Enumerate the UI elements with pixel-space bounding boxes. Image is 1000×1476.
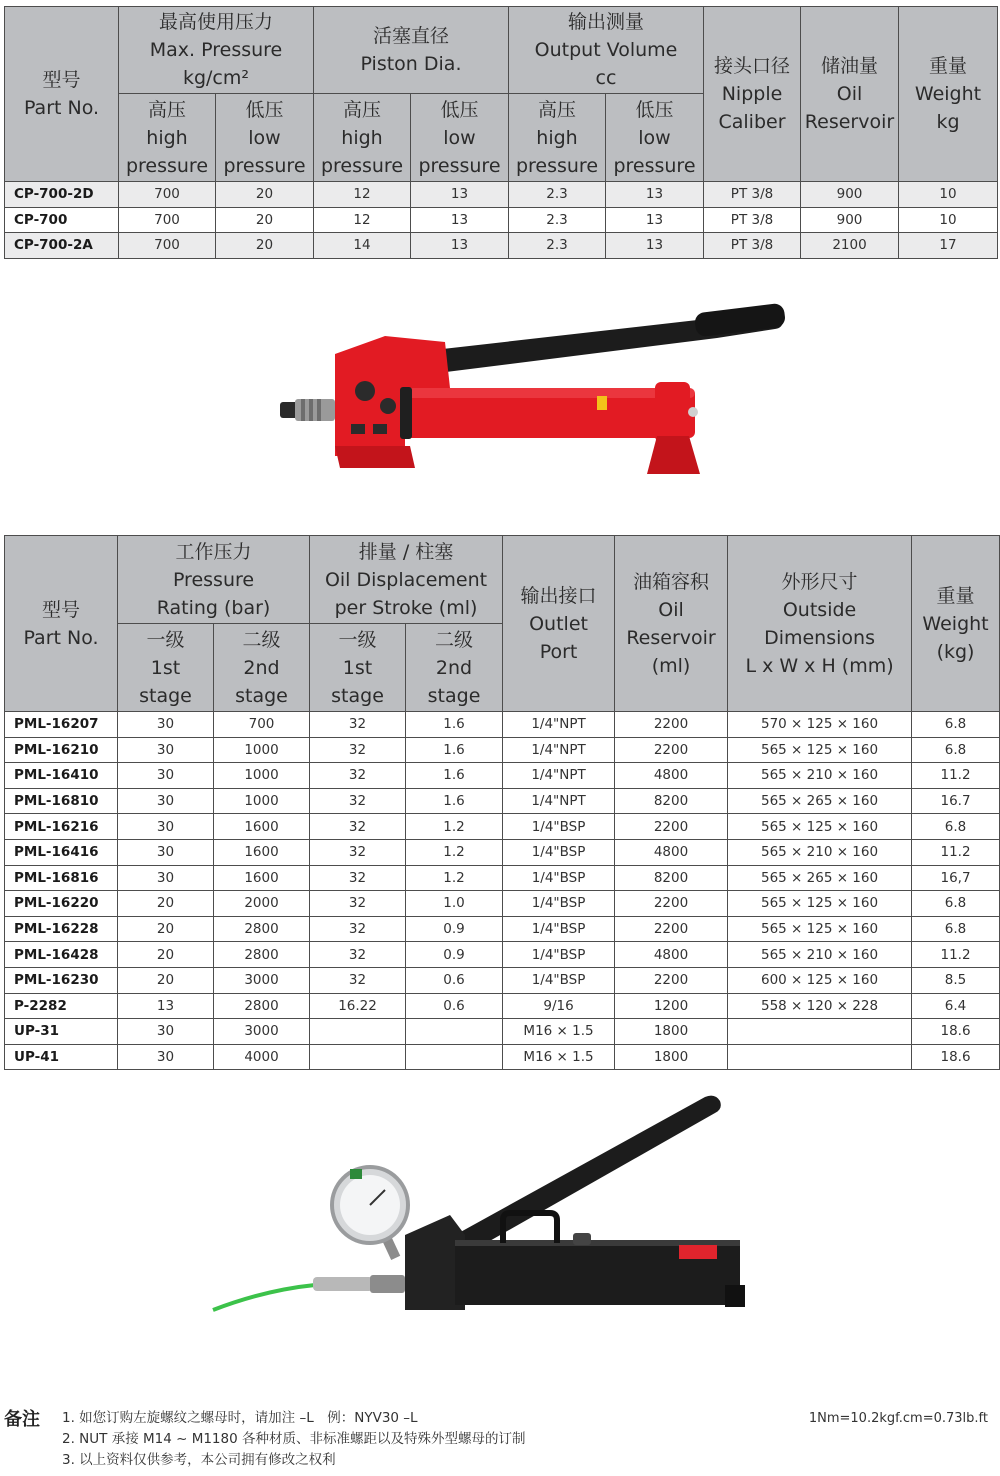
notes-list — [62, 1408, 526, 1471]
table-cell: 565 × 210 × 160 — [728, 763, 912, 789]
table-cell: 2100 — [801, 233, 899, 259]
table-cell: 2000 — [214, 891, 310, 917]
table-cell: 2.3 — [509, 182, 606, 208]
table-cell: 700 — [119, 182, 216, 208]
table-cell: 1/4"BSP — [503, 942, 615, 968]
table-row — [5, 737, 1000, 763]
table-cell: 13 — [411, 207, 509, 233]
header-oil-reservoir: 油箱容积 Oil Reservoir (ml) — [615, 536, 728, 712]
table-cell: 32 — [310, 737, 406, 763]
table-cell: 20 — [216, 182, 314, 208]
table-cell: 1/4"BSP — [503, 967, 615, 993]
table-cell: 13 — [606, 182, 704, 208]
red-hydraulic-hand-pump-icon — [275, 296, 795, 481]
table-row — [5, 207, 998, 233]
header-part-no: 型号 Part No. — [5, 7, 119, 182]
table-row — [5, 839, 1000, 865]
header-output-volume: 输出测量 Output Volume cc — [509, 7, 704, 94]
table-row — [5, 788, 1000, 814]
table-cell: 17 — [899, 233, 998, 259]
table-cell: 1/4"NPT — [503, 763, 615, 789]
table-cell: 1/4"BSP — [503, 891, 615, 917]
table-cell: 565 × 210 × 160 — [728, 942, 912, 968]
table-cell: 2.3 — [509, 207, 606, 233]
table-cell: 30 — [118, 712, 214, 738]
part-number-cell: CP-700 — [5, 207, 119, 233]
header-1st-stage: 一级 1st stage — [118, 624, 214, 712]
table-cell: 1000 — [214, 737, 310, 763]
header-1st-stage: 一级 1st stage — [310, 624, 406, 712]
table-row — [5, 865, 1000, 891]
table-cell: 30 — [118, 1019, 214, 1045]
table-cell: 20 — [118, 942, 214, 968]
table-cell: 18.6 — [912, 1019, 1000, 1045]
part-number-cell: UP-31 — [5, 1019, 118, 1045]
table-cell: 6.8 — [912, 712, 1000, 738]
table-row — [5, 891, 1000, 917]
part-number-cell: PML-16207 — [5, 712, 118, 738]
table-cell: 30 — [118, 737, 214, 763]
table-cell: 1600 — [214, 814, 310, 840]
table-cell: 1/4"NPT — [503, 737, 615, 763]
table-cell: 1.2 — [406, 865, 503, 891]
header-part-no: 型号 Part No. — [5, 536, 118, 712]
part-number-cell: P-2282 — [5, 993, 118, 1019]
table-cell — [406, 1019, 503, 1045]
table-row — [5, 916, 1000, 942]
part-number-cell: PML-16220 — [5, 891, 118, 917]
part-number-cell: CP-700-2A — [5, 233, 119, 259]
table-cell: 1.2 — [406, 839, 503, 865]
table-cell: 32 — [310, 712, 406, 738]
table-cell: 32 — [310, 942, 406, 968]
header-piston-dia: 活塞直径 Piston Dia. — [314, 7, 509, 94]
black-hydraulic-hand-pump-with-gauge-icon — [205, 1085, 765, 1325]
table-cell: 4800 — [615, 763, 728, 789]
table-cell: 700 — [119, 233, 216, 259]
table-row — [5, 1019, 1000, 1045]
table-cell: 700 — [214, 712, 310, 738]
table-cell: 600 × 125 × 160 — [728, 967, 912, 993]
part-number-cell: PML-16228 — [5, 916, 118, 942]
table-cell: 2200 — [615, 916, 728, 942]
table-cell: 1600 — [214, 865, 310, 891]
header-low-pressure: 低压 low pressure — [411, 94, 509, 182]
table-cell: 1/4"BSP — [503, 814, 615, 840]
table-cell: 20 — [216, 233, 314, 259]
table-cell: 0.6 — [406, 993, 503, 1019]
part-number-cell: PML-16810 — [5, 788, 118, 814]
header-high-pressure: 高压 high pressure — [314, 94, 411, 182]
table-cell: 9/16 — [503, 993, 615, 1019]
table-cell — [310, 1019, 406, 1045]
part-number-cell: PML-16816 — [5, 865, 118, 891]
table-cell: 570 × 125 × 160 — [728, 712, 912, 738]
table-cell: 32 — [310, 839, 406, 865]
header-outside-dimensions: 外形尺寸 Outside Dimensions L x W x H (mm) — [728, 536, 912, 712]
table-cell: 10 — [899, 207, 998, 233]
part-number-cell: PML-16230 — [5, 967, 118, 993]
table-cell: 14 — [314, 233, 411, 259]
table-cell: 2200 — [615, 967, 728, 993]
table-cell: PT 3/8 — [704, 182, 801, 208]
table-cell: 565 × 125 × 160 — [728, 891, 912, 917]
table-cell: 2200 — [615, 891, 728, 917]
table-cell: 11.2 — [912, 942, 1000, 968]
header-high-pressure: 高压 high pressure — [119, 94, 216, 182]
part-number-cell: CP-700-2D — [5, 182, 119, 208]
table-cell: 6.8 — [912, 916, 1000, 942]
table-row — [5, 967, 1000, 993]
table-cell: 16.7 — [912, 788, 1000, 814]
table-cell: 12 — [314, 182, 411, 208]
table-cell: 2200 — [615, 814, 728, 840]
table-cell: PT 3/8 — [704, 207, 801, 233]
table-cell — [406, 1044, 503, 1070]
table-cell: 6.4 — [912, 993, 1000, 1019]
table-cell: 30 — [118, 814, 214, 840]
table-cell: 30 — [118, 865, 214, 891]
table-cell: 1600 — [214, 839, 310, 865]
table-cell: 3000 — [214, 967, 310, 993]
table-cell: 4000 — [214, 1044, 310, 1070]
note-item: 3. 以上资料仅供参考，本公司拥有修改之权利 — [62, 1452, 336, 1468]
table-cell: 1.6 — [406, 712, 503, 738]
table-cell: 1800 — [615, 1044, 728, 1070]
note-item: 1. 如您订购左旋螺纹之螺母时，请加注 –L 例：NYV30 –L — [62, 1410, 418, 1426]
table-cell: 900 — [801, 182, 899, 208]
table-row — [5, 182, 998, 208]
header-weight: 重量 Weight kg — [899, 7, 998, 182]
part-number-cell: PML-16216 — [5, 814, 118, 840]
table-cell: 900 — [801, 207, 899, 233]
table-cell: 565 × 265 × 160 — [728, 788, 912, 814]
part-number-cell: PML-16416 — [5, 839, 118, 865]
table-cell: 1/4"BSP — [503, 865, 615, 891]
table-cell: M16 × 1.5 — [503, 1044, 615, 1070]
table-cell: 8200 — [615, 788, 728, 814]
spec-table-cp — [4, 6, 998, 259]
table-cell: 13 — [606, 207, 704, 233]
notes-heading: 备注 — [4, 1409, 40, 1430]
table-cell: 32 — [310, 865, 406, 891]
table-cell: 2800 — [214, 993, 310, 1019]
table-row — [5, 942, 1000, 968]
note-item: 2. NUT 承接 M14 ~ M1180 各种材质、非标准螺距以及特殊外型螺母的订制 — [62, 1431, 526, 1447]
header-low-pressure: 低压 low pressure — [606, 94, 704, 182]
header-weight: 重量 Weight (kg) — [912, 536, 1000, 712]
table-row — [5, 993, 1000, 1019]
table-cell: 13 — [606, 233, 704, 259]
table-cell: 700 — [119, 207, 216, 233]
table-cell: 13 — [411, 233, 509, 259]
table-row — [5, 763, 1000, 789]
table-cell: 8.5 — [912, 967, 1000, 993]
table-cell: 3000 — [214, 1019, 310, 1045]
table-cell — [310, 1044, 406, 1070]
table-cell: 12 — [314, 207, 411, 233]
table-cell: 32 — [310, 967, 406, 993]
table-cell: 11.2 — [912, 839, 1000, 865]
table-cell: 0.9 — [406, 916, 503, 942]
table-cell: 558 × 120 × 228 — [728, 993, 912, 1019]
part-number-cell: PML-16410 — [5, 763, 118, 789]
table-cell: 565 × 210 × 160 — [728, 839, 912, 865]
part-number-cell: PML-16210 — [5, 737, 118, 763]
table-row — [5, 712, 1000, 738]
table-cell: 4800 — [615, 839, 728, 865]
table-cell: 2200 — [615, 712, 728, 738]
table-cell: 32 — [310, 916, 406, 942]
table-cell: 16,7 — [912, 865, 1000, 891]
table-cell — [728, 1044, 912, 1070]
header-outlet-port: 输出接口 Outlet Port — [503, 536, 615, 712]
table-cell: 16.22 — [310, 993, 406, 1019]
table-cell: PT 3/8 — [704, 233, 801, 259]
table-cell: 32 — [310, 763, 406, 789]
table-row — [5, 814, 1000, 840]
table-cell: 10 — [899, 182, 998, 208]
table-cell: 565 × 125 × 160 — [728, 814, 912, 840]
header-nipple-caliber: 接头口径 Nipple Caliber — [704, 7, 801, 182]
unit-conversion: 1Nm=10.2kgf.cm=0.73lb.ft — [808, 1411, 988, 1426]
spec-table-pml — [4, 535, 1000, 1070]
table-cell: 20 — [216, 207, 314, 233]
table-cell: 1000 — [214, 763, 310, 789]
table-cell: 13 — [118, 993, 214, 1019]
header-low-pressure: 低压 low pressure — [216, 94, 314, 182]
table-cell: 8200 — [615, 865, 728, 891]
table-cell: 1/4"NPT — [503, 788, 615, 814]
notes-section — [0, 1398, 1000, 1476]
table-row — [5, 1044, 1000, 1070]
table-cell: 6.8 — [912, 814, 1000, 840]
table-cell: 2200 — [615, 737, 728, 763]
header-max-pressure: 最高使用压力 Max. Pressure kg/cm² — [119, 7, 314, 94]
table-cell: 4800 — [615, 942, 728, 968]
header-2nd-stage: 二级 2nd stage — [406, 624, 503, 712]
table-cell: 0.6 — [406, 967, 503, 993]
table-cell: 18.6 — [912, 1044, 1000, 1070]
table-cell: 20 — [118, 967, 214, 993]
table-cell: 565 × 265 × 160 — [728, 865, 912, 891]
table-cell: 1.6 — [406, 737, 503, 763]
table-cell: 1.6 — [406, 788, 503, 814]
table-cell: 1.0 — [406, 891, 503, 917]
table-cell: 30 — [118, 763, 214, 789]
table-cell: 1.2 — [406, 814, 503, 840]
table-row — [5, 233, 998, 259]
table-cell: 2800 — [214, 916, 310, 942]
table-cell: 11.2 — [912, 763, 1000, 789]
table-cell: 20 — [118, 916, 214, 942]
table-cell: 6.8 — [912, 891, 1000, 917]
table-cell: 13 — [411, 182, 509, 208]
table-cell — [728, 1019, 912, 1045]
table-cell: 6.8 — [912, 737, 1000, 763]
table-cell: 1.6 — [406, 763, 503, 789]
table-cell: 30 — [118, 1044, 214, 1070]
table-cell: 20 — [118, 891, 214, 917]
table-cell: 32 — [310, 814, 406, 840]
header-oil-displacement: 排量 / 柱塞 Oil Displacement per Stroke (ml) — [310, 536, 503, 624]
table-cell: 2.3 — [509, 233, 606, 259]
table-cell: 1/4"BSP — [503, 839, 615, 865]
table-cell: 2800 — [214, 942, 310, 968]
table-cell: 1200 — [615, 993, 728, 1019]
header-high-pressure: 高压 high pressure — [509, 94, 606, 182]
table-cell: 30 — [118, 839, 214, 865]
table-cell: 1/4"BSP — [503, 916, 615, 942]
table-cell: 30 — [118, 788, 214, 814]
part-number-cell: PML-16428 — [5, 942, 118, 968]
table-cell: 32 — [310, 788, 406, 814]
table-cell: 1800 — [615, 1019, 728, 1045]
table-cell: 32 — [310, 891, 406, 917]
header-pressure-rating: 工作压力 Pressure Rating (bar) — [118, 536, 310, 624]
header-oil-reservoir: 储油量 Oil Reservoir — [801, 7, 899, 182]
part-number-cell: UP-41 — [5, 1044, 118, 1070]
table-cell: 1000 — [214, 788, 310, 814]
table-cell: 1/4"NPT — [503, 712, 615, 738]
table-cell: 565 × 125 × 160 — [728, 737, 912, 763]
header-2nd-stage: 二级 2nd stage — [214, 624, 310, 712]
table-cell: M16 × 1.5 — [503, 1019, 615, 1045]
table-cell: 565 × 125 × 160 — [728, 916, 912, 942]
table-cell: 0.9 — [406, 942, 503, 968]
